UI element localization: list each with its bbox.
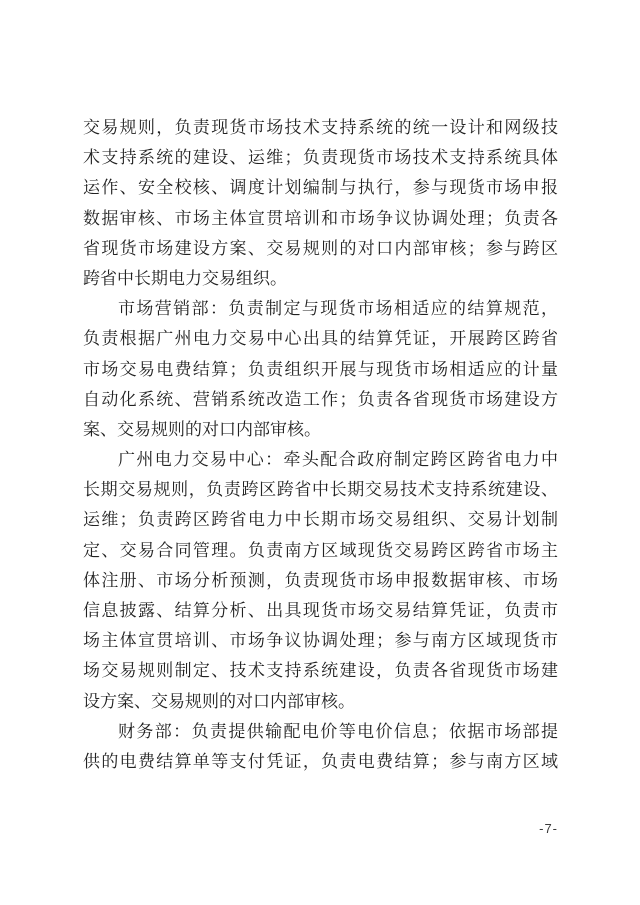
text-line: 长期交易规则，负责跨区跨省中长期交易技术支持系统建设、 bbox=[83, 480, 558, 500]
text-line: 供的电费结算单等支付凭证，负责电费结算；参与南方区域 bbox=[83, 751, 558, 771]
document-body-text bbox=[83, 113, 558, 777]
text-line: 案、交易规则的对口内部审核。 bbox=[83, 419, 321, 439]
page-number: -7- bbox=[539, 821, 558, 836]
text-line: 数据审核、市场主体宣贯培训和市场争议协调处理；负责各 bbox=[83, 208, 558, 228]
text-line: 场主体宣贯培训、市场争议协调处理；参与南方区域现货市 bbox=[83, 631, 558, 651]
text-line: 信息披露、结算分析、出具现货市场交易结算凭证，负责市 bbox=[83, 601, 558, 620]
text-line: 跨省中长期电力交易组织。 bbox=[83, 268, 287, 288]
text-line: 运维；负责跨区跨省电力中长期市场交易组织、交易计划制 bbox=[83, 510, 558, 530]
text-line: 广州电力交易中心：牵头配合政府制定跨区跨省电力中 bbox=[118, 450, 558, 470]
text-line: 自动化系统、营销系统改造工作；负责各省现货市场建设方 bbox=[83, 389, 558, 409]
text-line: 省现货市场建设方案、交易规则的对口内部审核；参与跨区 bbox=[83, 238, 558, 258]
text-line: 设方案、交易规则的对口内部审核。 bbox=[83, 691, 355, 711]
text-line: 术支持系统的建设、运维；负责现货市场技术支持系统具体 bbox=[83, 148, 558, 168]
text-line: 体注册、市场分析预测，负责现货市场申报数据审核、市场 bbox=[83, 570, 558, 590]
text-line: 场交易规则制定、技术支持系统建设，负责各省现货市场建 bbox=[83, 661, 558, 681]
text-line: 市场营销部：负责制定与现货市场相适应的结算规范， bbox=[118, 299, 558, 319]
text-line: 交易规则，负责现货市场技术支持系统的统一设计和网级技 bbox=[83, 118, 558, 137]
text-line: 市场交易电费结算；负责组织开展与现货市场相适应的计量 bbox=[83, 359, 558, 379]
text-line: 运作、安全校核、调度计划编制与执行，参与现货市场申报 bbox=[83, 178, 558, 198]
text-line: 定、交易合同管理。负责南方区域现货交易跨区跨省市场主 bbox=[83, 540, 558, 560]
text-line: 负责根据广州电力交易中心出具的结算凭证，开展跨区跨省 bbox=[83, 329, 558, 349]
text-line: 财务部：负责提供输配电价等电价信息；依据市场部提 bbox=[118, 721, 558, 741]
